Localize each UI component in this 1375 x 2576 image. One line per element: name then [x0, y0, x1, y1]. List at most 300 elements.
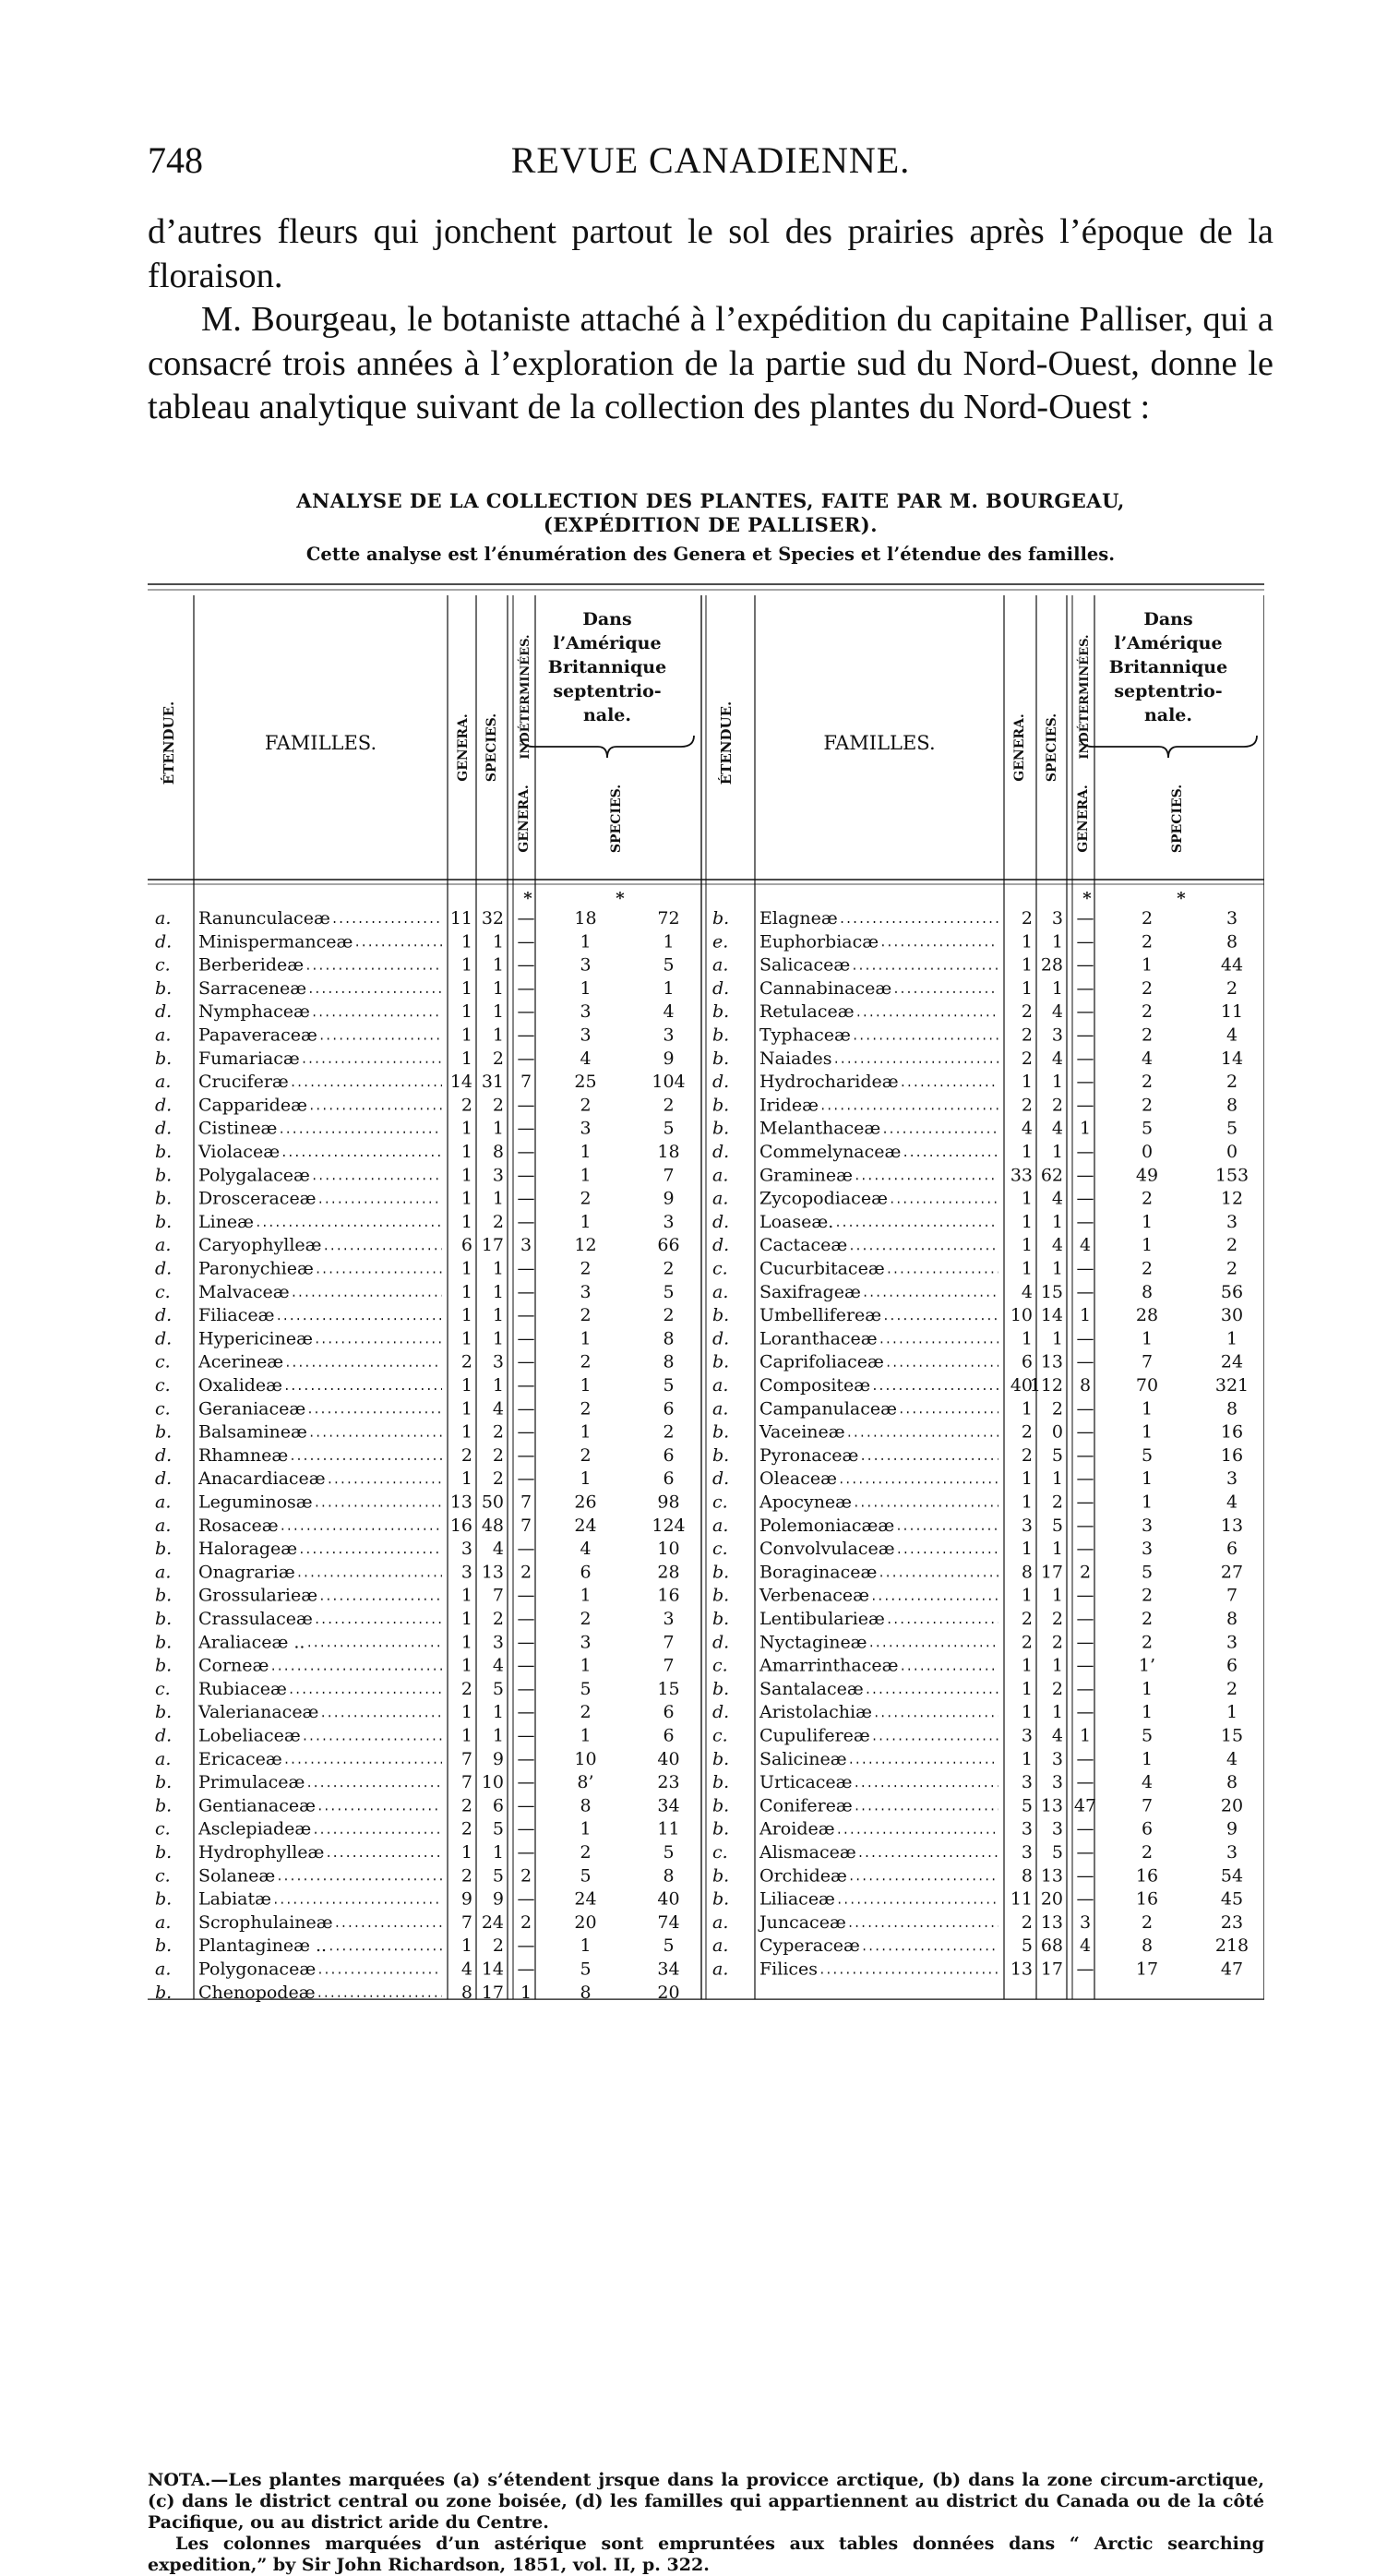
row-amer-species: 6 [663, 1702, 675, 1723]
row-etendue: b. [155, 1772, 173, 1793]
row-amer-species: 6 [663, 1725, 675, 1746]
row-family: Aristolachiæ [759, 1702, 872, 1723]
row-species: 0 [1051, 1421, 1063, 1443]
row-amer-genera: 2 [1141, 977, 1154, 999]
row-amer-genera: 4 [1141, 1048, 1154, 1069]
row-indeterminees: — [517, 1024, 535, 1046]
row-amer-genera: 1 [580, 1165, 592, 1186]
row-family: Gramineæ [759, 1165, 854, 1186]
row-amer-species: 3 [1226, 1632, 1238, 1653]
row-indeterminees: — [517, 1375, 535, 1396]
row-amer-genera: 1 [1141, 1211, 1154, 1232]
row-family: Salicaceæ [759, 954, 851, 976]
row-indeterminees: — [1076, 1678, 1094, 1699]
table-title: ANALYSE DE LA COLLECTION DES PLANTES, FAITE PAR M. BOURGEAU, [296, 489, 1125, 512]
row-amer-genera: 3 [1141, 1515, 1154, 1536]
row-species: 1 [1051, 1539, 1063, 1560]
row-family: Lineæ [198, 1211, 255, 1232]
row-indeterminees: — [1076, 1421, 1094, 1443]
row-family: Hypericineæ [198, 1328, 313, 1349]
row-etendue: b. [155, 1539, 173, 1560]
row-family: Leguminosæ [198, 1492, 313, 1513]
row-amer-genera: 24 [574, 1515, 597, 1536]
row-indeterminees: — [517, 1888, 535, 1910]
row-genera: 3 [1021, 1818, 1033, 1839]
row-etendue: d. [712, 1632, 730, 1653]
row-species: 15 [1040, 1281, 1063, 1302]
row-amer-genera: 2 [1141, 1911, 1154, 1933]
row-species: 1 [1051, 1655, 1063, 1676]
familles-header: FAMILLES. [823, 732, 936, 754]
row-genera: 1 [1021, 1539, 1033, 1560]
row-etendue: a. [155, 1072, 172, 1093]
row-species: 1 [1051, 1702, 1063, 1723]
row-species: 4 [1051, 1048, 1063, 1069]
row-species: 1 [492, 1375, 504, 1396]
row-species: 1 [492, 1702, 504, 1723]
row-amer-species: 8 [1226, 931, 1238, 953]
row-amer-genera: 1 [580, 1468, 592, 1490]
row-family: Campanulaceæ [759, 1398, 897, 1420]
indeterminees-header: INDÉTERMINÉES. [1078, 634, 1092, 760]
row-genera: 3 [1021, 1725, 1033, 1746]
row-amer-genera: 1 [1141, 1421, 1154, 1443]
row-genera: 1 [460, 1398, 472, 1420]
row-species: 1 [1051, 1258, 1063, 1279]
row-family: Berberideæ [198, 954, 305, 976]
table-notes [148, 2470, 1264, 2576]
row-species: 1 [492, 1328, 504, 1349]
row-amer-species: 3 [663, 1609, 675, 1629]
row-etendue: b. [155, 1165, 173, 1186]
row-family: Typhaceæ [759, 1024, 851, 1046]
row-indeterminees: 1 [520, 1982, 532, 2003]
row-genera: 1 [460, 1001, 472, 1023]
row-species: 1 [1051, 1142, 1063, 1162]
row-amer-species: 6 [663, 1398, 675, 1420]
row-species: 5 [1051, 1515, 1063, 1536]
row-indeterminees: — [517, 1539, 535, 1560]
row-genera: 2 [460, 1095, 472, 1116]
row-amer-species: 0 [1226, 1142, 1238, 1162]
row-species: 3 [1051, 1748, 1063, 1769]
row-species: 4 [1051, 1001, 1063, 1023]
row-family: Oleaceæ [759, 1468, 837, 1490]
row-genera: 1 [460, 1328, 472, 1349]
row-amer-genera: 3 [580, 1001, 592, 1023]
row-family: Drosceraceæ [198, 1188, 317, 1209]
row-species: 17 [481, 1235, 504, 1256]
row-amer-genera: 2 [580, 1444, 592, 1466]
row-etendue: a. [155, 1515, 172, 1536]
row-species: 1 [492, 1001, 504, 1023]
row-etendue: b. [155, 977, 173, 999]
row-etendue: b. [155, 1888, 173, 1910]
row-species: 14 [481, 1959, 504, 1980]
row-family: Papaveraceæ [198, 1024, 317, 1046]
row-indeterminees: — [517, 1165, 535, 1186]
row-etendue: b. [712, 1048, 730, 1069]
row-genera: 1 [1021, 1678, 1033, 1699]
row-amer-species: 2 [663, 1258, 675, 1279]
row-species: 2 [492, 1048, 504, 1069]
row-family: Araliaceæ .. [198, 1632, 305, 1653]
row-amer-genera: 5 [580, 1678, 592, 1699]
row-amer-genera: 2 [1141, 931, 1154, 953]
row-genera: 4 [1021, 1281, 1033, 1302]
row-etendue: b. [712, 1421, 730, 1443]
row-amer-genera: 1 [580, 1725, 592, 1746]
row-amer-species: 12 [1220, 1188, 1244, 1209]
row-amer-genera: 1 [580, 1328, 592, 1349]
row-amer-species: 7 [663, 1632, 675, 1653]
row-etendue: b. [155, 1842, 173, 1863]
row-indeterminees: — [517, 1421, 535, 1443]
row-indeterminees: 8 [1079, 1375, 1092, 1396]
row-genera: 1 [460, 1048, 472, 1069]
row-species: 4 [492, 1398, 504, 1420]
row-amer-species: 4 [663, 1001, 675, 1023]
row-amer-genera: 3 [580, 954, 592, 976]
row-amer-genera: 3 [580, 1118, 592, 1139]
row-etendue: b. [155, 1935, 173, 1957]
row-indeterminees: 47 [1073, 1795, 1097, 1816]
row-indeterminees: — [517, 1609, 535, 1629]
row-etendue: d. [712, 1328, 730, 1349]
etendue-header: ÉTENDUE. [161, 701, 177, 785]
row-amer-genera: 26 [574, 1492, 597, 1513]
row-genera: 1 [1021, 1188, 1033, 1209]
row-genera: 7 [460, 1911, 472, 1933]
group-brace [1080, 736, 1257, 758]
row-amer-species: 218 [1214, 1935, 1249, 1957]
row-species: 2 [492, 1421, 504, 1443]
row-amer-genera: 2 [580, 1258, 592, 1279]
row-indeterminees: — [1076, 1888, 1094, 1910]
row-indeterminees: — [517, 1795, 535, 1816]
row-genera: 14 [449, 1072, 472, 1093]
row-amer-species: 5 [663, 1118, 675, 1139]
row-etendue: d. [712, 1072, 730, 1093]
row-amer-species: 8 [1226, 1609, 1238, 1629]
row-species: 13 [1040, 1911, 1063, 1933]
intro-paragraph-1: d’autres fleurs qui jonchent partout le sol des prairies après l’époque de la floraison. [148, 212, 1273, 295]
row-amer-species: 8 [663, 1865, 675, 1887]
row-etendue: d. [712, 1702, 730, 1723]
row-etendue: d. [712, 1468, 730, 1490]
row-family: Aroideæ [759, 1818, 835, 1839]
row-species: 2 [492, 1444, 504, 1466]
group-header-britannique: Britannique [1108, 657, 1228, 677]
row-family: Violaceæ [198, 1142, 281, 1162]
row-amer-genera: 5 [1141, 1562, 1154, 1583]
row-species: 48 [481, 1515, 504, 1536]
row-genera: 3 [460, 1562, 472, 1583]
row-indeterminees: — [517, 1468, 535, 1490]
group-header-amerique: l’Amérique [1114, 633, 1223, 653]
row-amer-species: 6 [663, 1468, 675, 1490]
row-amer-species: 4 [1226, 1024, 1238, 1046]
indeterminees-header: INDÉTERMINÉES. [519, 634, 532, 760]
row-family: Polemoniacææ [759, 1515, 895, 1536]
species-header: SPECIES. [484, 713, 499, 783]
asterisk-note: Les colonnes marquées d’un astérique sont empruntées aux tables données dans “ Arctic searching expedition,” by Sir John Richardson, 1851, vol. II, p. 322. [148, 2534, 1264, 2575]
row-etendue: b. [712, 1444, 730, 1466]
row-family: Conifereæ [759, 1795, 853, 1816]
row-indeterminees: — [1076, 908, 1094, 929]
row-amer-species: 40 [657, 1748, 680, 1769]
row-amer-genera: 1 [1141, 954, 1154, 976]
row-indeterminees: — [517, 1935, 535, 1957]
row-etendue: b. [712, 1001, 730, 1023]
row-etendue: b. [155, 1585, 173, 1606]
row-amer-species: 2 [663, 1095, 675, 1116]
row-species: 1 [1051, 931, 1063, 953]
row-indeterminees: — [517, 1305, 535, 1326]
row-amer-species: 1 [663, 931, 675, 953]
row-etendue: a. [155, 1562, 172, 1583]
row-etendue: b. [712, 1024, 730, 1046]
row-species: 3 [1051, 1772, 1063, 1793]
row-indeterminees: 7 [520, 1072, 532, 1093]
row-amer-genera: 2 [1141, 1188, 1154, 1209]
row-etendue: b. [712, 1772, 730, 1793]
row-indeterminees: — [1076, 1072, 1094, 1093]
row-indeterminees: — [517, 1328, 535, 1349]
asterisk-marker: * [1177, 889, 1186, 908]
row-etendue: b. [712, 1678, 730, 1699]
row-amer-genera: 7 [1141, 1795, 1154, 1816]
row-amer-genera: 1 [1141, 1702, 1154, 1723]
row-genera: 2 [460, 1678, 472, 1699]
row-indeterminees: — [517, 1001, 535, 1023]
row-amer-genera: 4 [1141, 1772, 1154, 1793]
row-genera: 1 [460, 1165, 472, 1186]
row-species: 5 [1051, 1444, 1063, 1466]
row-indeterminees: — [1076, 1655, 1094, 1676]
row-genera: 2 [460, 1444, 472, 1466]
row-species: 1 [492, 1842, 504, 1863]
row-amer-species: 8 [663, 1328, 675, 1349]
row-amer-genera: 2 [1141, 1001, 1154, 1023]
row-etendue: d. [712, 1211, 730, 1232]
row-indeterminees: — [1076, 1398, 1094, 1420]
row-species: 1 [492, 1281, 504, 1302]
row-amer-genera: 20 [574, 1911, 597, 1933]
row-amer-species: 10 [657, 1539, 680, 1560]
row-etendue: a. [712, 1281, 729, 1302]
row-indeterminees: — [1076, 1095, 1094, 1116]
row-genera: 40 [1010, 1375, 1033, 1396]
row-genera: 1 [460, 1024, 472, 1046]
row-etendue: b. [712, 1118, 730, 1139]
row-genera: 6 [1021, 1351, 1033, 1372]
row-family: Hydrocharideæ [759, 1072, 899, 1093]
row-amer-species: 7 [663, 1165, 675, 1186]
row-amer-species: 9 [663, 1048, 675, 1069]
running-title: REVUE CANADIENNE. [510, 139, 911, 181]
row-family: Umbellifereæ [759, 1305, 882, 1326]
row-amer-genera: 1 [580, 1655, 592, 1676]
row-indeterminees: — [1076, 1818, 1094, 1839]
row-species: 4 [492, 1539, 504, 1560]
row-family: Plantagineæ .. [198, 1935, 328, 1957]
row-species: 13 [1040, 1865, 1063, 1887]
row-indeterminees: — [1076, 1444, 1094, 1466]
row-amer-species: 72 [657, 908, 680, 929]
row-etendue: b. [155, 1982, 173, 2003]
row-etendue: c. [155, 954, 171, 976]
row-amer-genera: 5 [1141, 1444, 1154, 1466]
row-family: Paronychieæ [198, 1258, 314, 1279]
row-indeterminees: — [1076, 1142, 1094, 1162]
row-family: Labiatæ [198, 1888, 272, 1910]
row-family: Amarrinthaceæ [759, 1655, 899, 1676]
row-genera: 1 [1021, 1258, 1033, 1279]
row-indeterminees: 4 [1079, 1935, 1092, 1957]
row-family: Crassulaceæ [198, 1609, 313, 1629]
row-etendue: b. [712, 1748, 730, 1769]
row-indeterminees: — [1076, 1959, 1094, 1980]
intro-paragraph-2: M. Bourgeau, le botaniste attaché à l’expédition du capitaine Palliser, qui a consacré trois années à l’exploration de la partie sud du Nord-Ouest, donne le tableau analytique suivant de la collection des plantes du Nord-Ouest : [148, 300, 1273, 426]
row-amer-species: 47 [1220, 1959, 1244, 1980]
row-amer-genera: 4 [580, 1048, 592, 1069]
row-genera: 1 [460, 1188, 472, 1209]
row-species: 13 [1040, 1351, 1063, 1372]
row-amer-genera: 2 [1141, 1072, 1154, 1093]
row-genera: 11 [1010, 1888, 1033, 1910]
row-etendue: b. [155, 1048, 173, 1069]
row-family: Irideæ [759, 1095, 819, 1116]
row-amer-genera: 1 [580, 1421, 592, 1443]
row-genera: 3 [1021, 1772, 1033, 1793]
row-genera: 1 [1021, 1702, 1033, 1723]
row-amer-species: 30 [1220, 1305, 1244, 1326]
row-species: 2 [492, 1935, 504, 1957]
page-header [148, 138, 1273, 185]
row-amer-genera: 1 [1141, 1678, 1154, 1699]
row-indeterminees: — [1076, 1211, 1094, 1232]
row-indeterminees: — [517, 954, 535, 976]
row-etendue: a. [712, 1959, 729, 1980]
row-indeterminees: 1 [1079, 1305, 1092, 1326]
row-genera: 1 [460, 1375, 472, 1396]
row-amer-species: 20 [1220, 1795, 1244, 1816]
row-species: 2 [1051, 1492, 1063, 1513]
row-etendue: b. [155, 1609, 173, 1629]
row-amer-species: 321 [1214, 1375, 1249, 1396]
row-etendue: b. [712, 1609, 730, 1629]
row-family: Rubiaceæ [198, 1678, 287, 1699]
row-amer-species: 23 [657, 1772, 680, 1793]
row-amer-genera: 2 [1141, 1024, 1154, 1046]
row-family: Rhamneæ [198, 1444, 289, 1466]
row-genera: 1 [460, 1421, 472, 1443]
row-amer-species: 3 [1226, 908, 1238, 929]
row-amer-genera: 1 [580, 1818, 592, 1839]
row-species: 17 [1040, 1562, 1063, 1583]
row-amer-species: 5 [663, 1375, 675, 1396]
row-genera: 1 [460, 1935, 472, 1957]
row-amer-genera: 3 [580, 1024, 592, 1046]
row-etendue: a. [155, 1492, 172, 1513]
row-species: 2 [492, 1468, 504, 1490]
row-etendue: d. [155, 1444, 173, 1466]
row-species: 112 [1029, 1375, 1063, 1396]
row-family: Caprifoliaceæ [759, 1351, 884, 1372]
row-family: Solaneæ [198, 1865, 276, 1887]
row-etendue: d. [155, 1118, 173, 1139]
table-subtitle: (EXPÉDITION DE PALLISER). [543, 513, 879, 536]
row-genera: 13 [1010, 1959, 1033, 1980]
row-family: Commelynaceæ [759, 1142, 902, 1162]
row-amer-species: 1 [1226, 1702, 1238, 1723]
row-amer-species: 8 [1226, 1398, 1238, 1420]
row-genera: 8 [1021, 1865, 1033, 1887]
row-amer-species: 3 [1226, 1468, 1238, 1490]
row-species: 4 [492, 1655, 504, 1676]
row-family: Vaceineæ [759, 1421, 845, 1443]
row-amer-genera: 5 [1141, 1725, 1154, 1746]
row-etendue: d. [712, 1142, 730, 1162]
row-amer-genera: 2 [580, 1609, 592, 1629]
row-amer-species: 2 [663, 1421, 675, 1443]
row-amer-species: 34 [657, 1795, 680, 1816]
row-indeterminees: — [1076, 1188, 1094, 1209]
row-family: Santalaceæ [759, 1678, 864, 1699]
row-indeterminees: — [517, 1398, 535, 1420]
row-amer-species: 5 [663, 1842, 675, 1863]
row-family: Pyronaceæ [759, 1444, 859, 1466]
row-family: Lobeliaceæ [198, 1725, 301, 1746]
row-indeterminees: — [517, 1142, 535, 1162]
row-amer-species: 3 [1226, 1842, 1238, 1863]
row-species: 9 [492, 1748, 504, 1769]
row-genera: 1 [460, 931, 472, 953]
row-amer-species: 16 [657, 1585, 680, 1606]
row-species: 1 [1051, 977, 1063, 999]
row-family: Rosaceæ [198, 1515, 279, 1536]
row-species: 4 [1051, 1188, 1063, 1209]
row-genera: 2 [1021, 1095, 1033, 1116]
row-family: Grossularieæ [198, 1585, 318, 1606]
row-indeterminees: — [517, 1632, 535, 1653]
row-etendue: c. [712, 1725, 728, 1746]
row-etendue: d. [155, 1095, 173, 1116]
row-amer-genera: 8 [1141, 1935, 1154, 1957]
row-family: Fumariacæ [198, 1048, 300, 1069]
row-indeterminees: — [517, 1702, 535, 1723]
row-amer-genera: 4 [580, 1539, 592, 1560]
row-genera: 1 [460, 954, 472, 976]
row-amer-species: 2 [663, 1305, 675, 1326]
row-family: Cactaceæ [759, 1235, 848, 1256]
row-amer-species: 6 [1226, 1655, 1238, 1676]
row-amer-species: 18 [657, 1142, 680, 1162]
row-etendue: b. [712, 1095, 730, 1116]
row-family: Ericaceæ [198, 1748, 282, 1769]
row-indeterminees: — [1076, 1328, 1094, 1349]
row-amer-species: 74 [657, 1911, 680, 1933]
row-amer-species: 2 [1226, 1072, 1238, 1093]
row-species: 3 [492, 1351, 504, 1372]
row-amer-species: 8 [1226, 1772, 1238, 1793]
row-etendue: b. [712, 1795, 730, 1816]
row-genera: 2 [1021, 1001, 1033, 1023]
row-etendue: d. [155, 1725, 173, 1746]
row-amer-genera: 2 [1141, 908, 1154, 929]
plant-analysis-table [148, 577, 1264, 2017]
